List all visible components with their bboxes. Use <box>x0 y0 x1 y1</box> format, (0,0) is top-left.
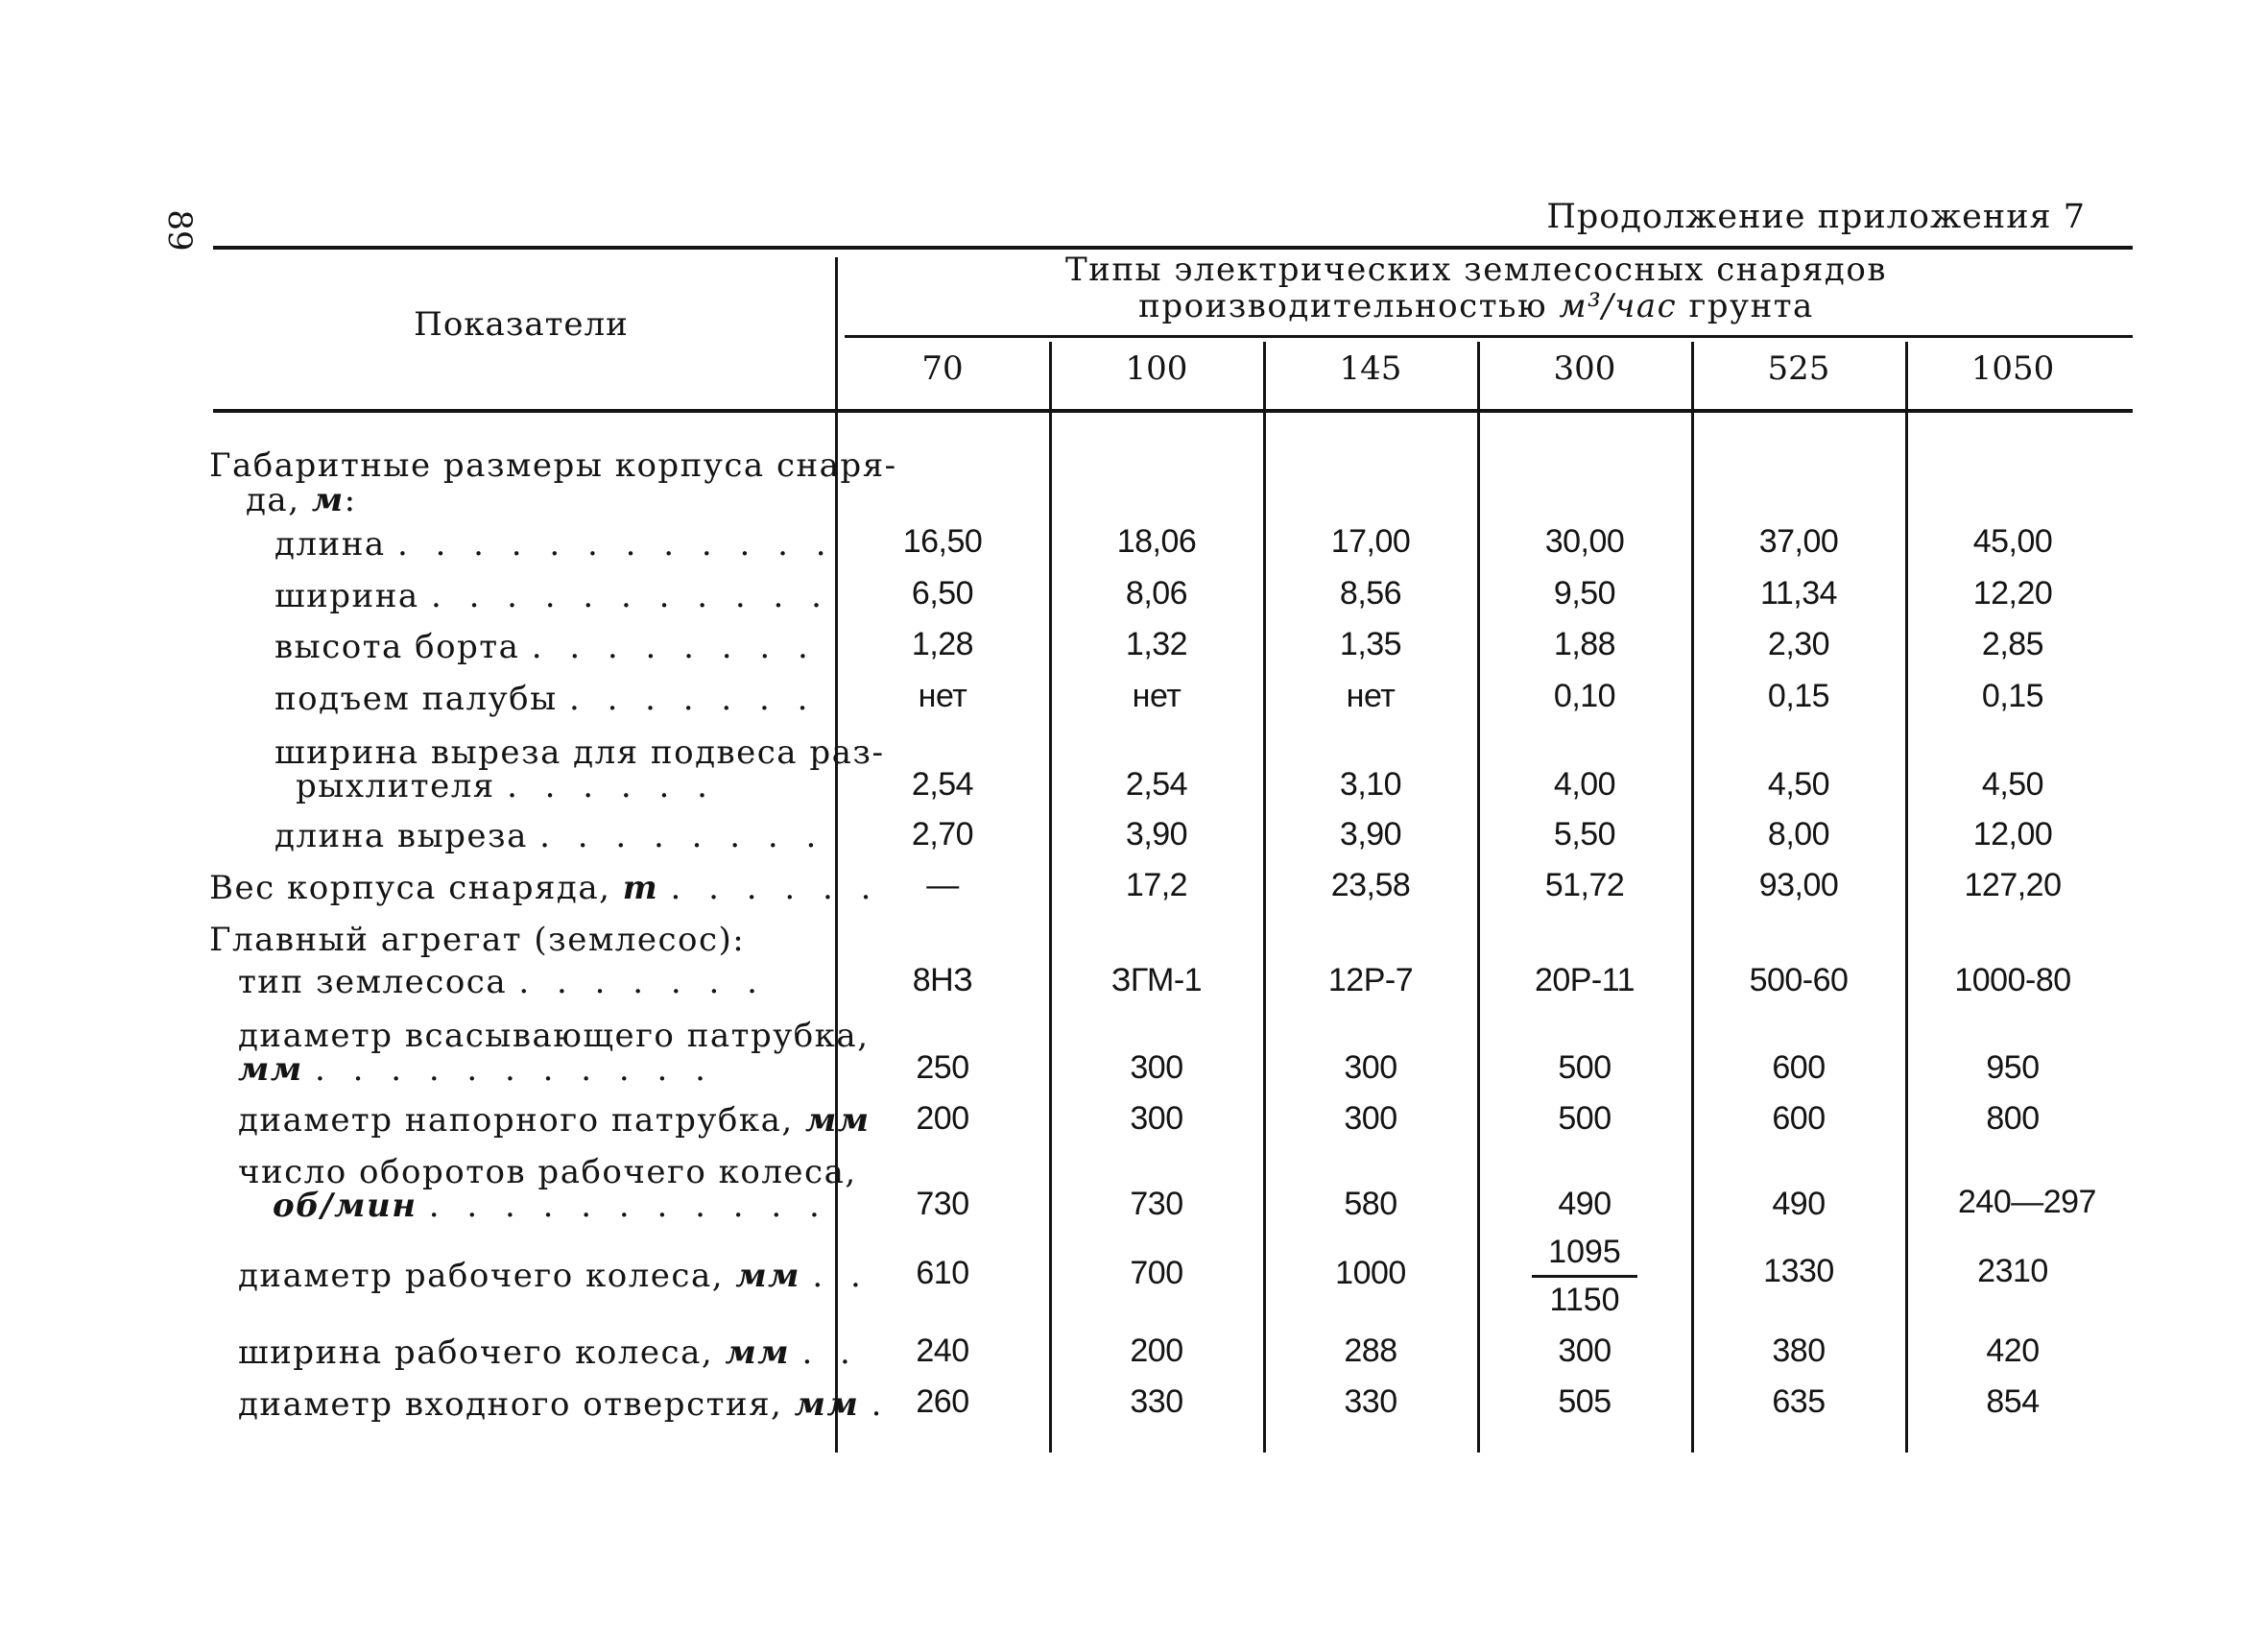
table-cell: 300 <box>1130 1049 1183 1086</box>
table-cell: 800 <box>1986 1100 2040 1137</box>
table-cell: 330 <box>1130 1383 1183 1420</box>
row-label: диаметр напорного патрубка, мм <box>238 1101 871 1140</box>
table-cell: ЗГМ-1 <box>1110 962 1203 998</box>
column-header: 300 <box>1553 349 1616 388</box>
group-header-line1: Типы электрических землесосных снарядов <box>1065 251 1887 289</box>
table-cell: 950 <box>1986 1049 2040 1086</box>
row-label: диаметр входного отверстия, мм . <box>238 1385 891 1424</box>
row-label: Главный агрегат (землесос): <box>209 921 746 959</box>
row-label: длина . . . . . . . . . . . . <box>275 525 835 564</box>
indicators-header: Показатели <box>414 305 629 344</box>
table-cell: 240 <box>916 1333 969 1369</box>
table-cell: 260 <box>916 1383 969 1420</box>
table-cell: 610 <box>916 1255 969 1291</box>
table-cell: 240—297 <box>1958 1184 2096 1220</box>
table-cell: 1,32 <box>1125 626 1188 662</box>
table-cell: 2,30 <box>1767 626 1830 662</box>
row-label: ширина . . . . . . . . . . . <box>275 577 830 615</box>
group-header-line2: производительностью м³/час грунта <box>1138 287 1814 325</box>
table-cell: 330 <box>1344 1383 1397 1420</box>
table-cell: 6,50 <box>911 575 974 612</box>
fraction-denominator: 1150 <box>1549 1282 1620 1318</box>
table-cell: 200 <box>916 1100 969 1137</box>
table-cell: 2,54 <box>911 766 974 803</box>
table-cell: 300 <box>1344 1100 1397 1137</box>
table-cell: 12,00 <box>1972 816 2053 853</box>
table-cell: 500 <box>1558 1049 1611 1086</box>
row-label: число оборотов рабочего колеса, <box>238 1153 857 1191</box>
fraction-bar <box>1532 1275 1637 1278</box>
table-cell: — <box>926 867 959 903</box>
row-label: диаметр рабочего колеса, мм . . <box>238 1257 870 1295</box>
row-label: высота борта . . . . . . . . <box>275 628 817 666</box>
table-cell: нет <box>1346 678 1396 714</box>
column-header: 1050 <box>1970 349 2055 388</box>
table-cell: 490 <box>1558 1186 1611 1222</box>
table-cell: 700 <box>1130 1255 1183 1291</box>
group-rule <box>845 335 2133 338</box>
row-label: длина выреза . . . . . . . . <box>275 817 825 855</box>
table-cell: 51,72 <box>1544 867 1625 903</box>
header-bottom-rule <box>213 409 2133 413</box>
table-cell: 300 <box>1344 1049 1397 1086</box>
table-cell: 12,20 <box>1972 575 2053 612</box>
table-cell: 1,88 <box>1553 626 1616 662</box>
column-header: 70 <box>921 349 964 388</box>
table-cell: 2,85 <box>1981 626 2044 662</box>
row-label: ширина рабочего колеса, мм . . <box>238 1333 859 1372</box>
table-cell: 3,90 <box>1339 816 1402 853</box>
table-cell: 3,10 <box>1339 766 1402 803</box>
table-cell: 23,58 <box>1330 867 1411 903</box>
table-cell: 1330 <box>1763 1253 1834 1289</box>
table-cell: 2,54 <box>1125 766 1188 803</box>
table-cell: 600 <box>1772 1049 1826 1086</box>
table-cell: 3,90 <box>1125 816 1188 853</box>
table-cell: 0,10 <box>1553 678 1616 714</box>
table-cell: 18,06 <box>1116 523 1197 560</box>
table-cell: 93,00 <box>1758 867 1839 903</box>
table-cell: 0,15 <box>1767 678 1830 714</box>
table-cell: 300 <box>1558 1333 1611 1369</box>
table-cell: 200 <box>1130 1333 1183 1369</box>
continuation-heading: Продолжение приложения 7 <box>1546 198 2086 236</box>
table-cell: 127,20 <box>1964 867 2062 903</box>
table-cell: 730 <box>1130 1186 1183 1222</box>
column-header: 525 <box>1767 349 1830 388</box>
row-label: Вес корпуса снаряда, т . . . . . . <box>209 869 880 907</box>
row-label: диаметр всасывающего патрубка, <box>238 1017 870 1055</box>
table-cell: 4,50 <box>1981 766 2044 803</box>
table-cell: 300 <box>1130 1100 1183 1137</box>
table-cell: 4,00 <box>1553 766 1616 803</box>
table-cell: 8НЗ <box>912 962 973 998</box>
table-cell: 37,00 <box>1758 523 1839 560</box>
table-cell: 2,70 <box>911 816 974 853</box>
row-label: Габаритные размеры корпуса снаря- <box>209 446 897 485</box>
fraction-numerator: 1095 <box>1548 1234 1621 1270</box>
table-cell: 505 <box>1558 1383 1611 1420</box>
row-label: подъем палубы . . . . . . . <box>275 680 817 718</box>
table-cell: 17,2 <box>1125 867 1188 903</box>
row-label: да, м: <box>246 481 357 519</box>
table-cell: 288 <box>1344 1333 1397 1369</box>
table-cell: 17,00 <box>1330 523 1411 560</box>
table-cell: 420 <box>1986 1333 2040 1369</box>
table-cell: 380 <box>1772 1333 1826 1369</box>
table-cell: 730 <box>916 1186 969 1222</box>
table-cell: 8,00 <box>1767 816 1830 853</box>
row-label: тип землесоса . . . . . . . <box>238 963 766 1001</box>
table-cell: 12Р-7 <box>1327 962 1414 998</box>
table-cell: 490 <box>1772 1186 1826 1222</box>
table-cell: 5,50 <box>1553 816 1616 853</box>
table-cell: 20Р-11 <box>1534 962 1635 998</box>
table-cell: 1,35 <box>1339 626 1402 662</box>
column-header: 145 <box>1339 349 1402 388</box>
table-cell: 45,00 <box>1972 523 2053 560</box>
table-cell: 2310 <box>1977 1253 2048 1289</box>
table-cell: 8,06 <box>1125 575 1188 612</box>
table-cell: 1,28 <box>911 626 974 662</box>
group-header <box>833 252 2119 324</box>
table-cell: 0,15 <box>1981 678 2044 714</box>
table-cell: 500-60 <box>1749 962 1849 998</box>
top-rule <box>213 246 2133 250</box>
table-cell: 580 <box>1344 1186 1397 1222</box>
table-cell: 250 <box>916 1049 969 1086</box>
fraction-cell <box>1479 1234 1690 1319</box>
table-cell: 1000-80 <box>1954 962 2071 998</box>
row-label: об/мин . . . . . . . . . . . <box>273 1187 828 1225</box>
table-cell: 30,00 <box>1544 523 1625 560</box>
table-cell: 1000 <box>1335 1255 1406 1291</box>
table-cell: 600 <box>1772 1100 1826 1137</box>
page-number: 89 <box>160 209 199 252</box>
column-header: 100 <box>1125 349 1188 388</box>
table-cell: 9,50 <box>1553 575 1616 612</box>
table-cell: нет <box>1132 678 1182 714</box>
table-cell: 4,50 <box>1767 766 1830 803</box>
row-label: ширина выреза для подвеса раз- <box>275 733 885 772</box>
table-cell: 500 <box>1558 1100 1611 1137</box>
table-cell: 854 <box>1986 1383 2040 1420</box>
row-label: мм . . . . . . . . . . . <box>238 1050 714 1089</box>
table-cell: нет <box>918 678 967 714</box>
table-cell: 16,50 <box>902 523 983 560</box>
row-label: рыхлителя . . . . . . <box>296 767 716 805</box>
table-cell: 635 <box>1772 1383 1826 1420</box>
table-cell: 8,56 <box>1339 575 1402 612</box>
table-cell: 11,34 <box>1759 575 1838 612</box>
